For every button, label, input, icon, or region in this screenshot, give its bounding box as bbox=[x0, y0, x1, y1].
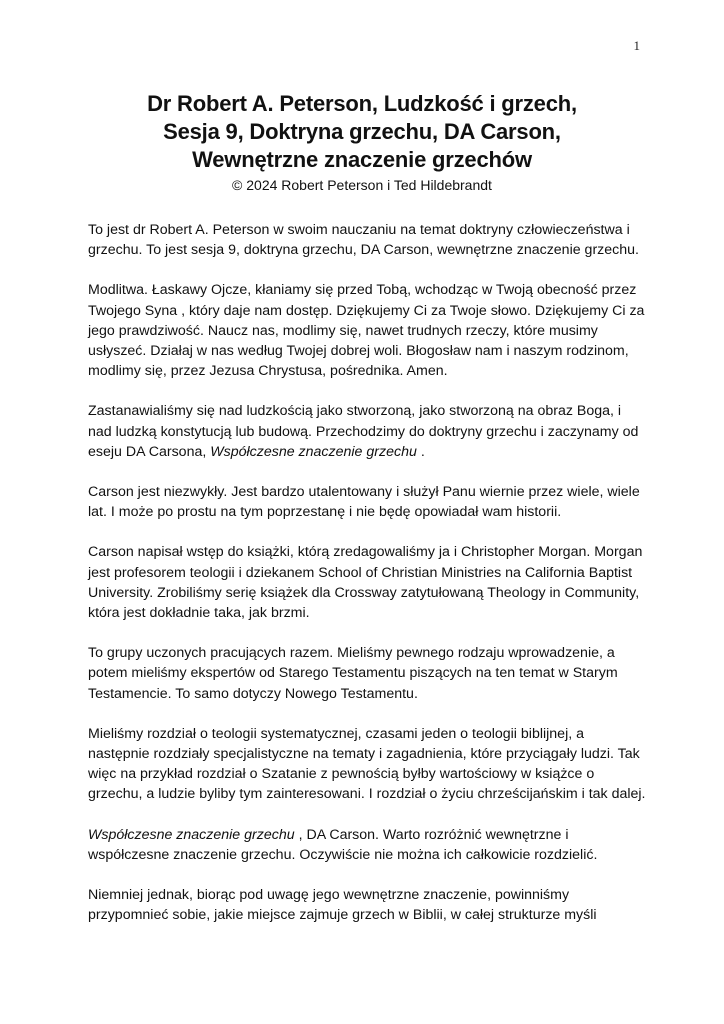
paragraph-scholars: To grupy uczonych pracujących razem. Mieliśmy pewnego rodzaju wprowadzenie, a potem mieliśmy ekspertów od Starego Testamentu piszących na ten temat w Starym Testamencie. To samo dotyczy Nowego Testamentu. bbox=[88, 645, 618, 702]
paragraph-transition-text: Zastanawialiśmy się nad ludzkością jako stworzoną, jako stworzoną na obraz Boga, i nad ludzką konstytucją lub budową. Przechodzimy do doktryny grzechu i zaczynamy od eseju DA Carsona, bbox=[88, 403, 639, 460]
page-number: 1 bbox=[633, 38, 640, 53]
title-line-3: Wewnętrzne znaczenie grzechów bbox=[192, 147, 532, 172]
paragraph-transition-end: . bbox=[416, 443, 425, 460]
title-line-1: Dr Robert A. Peterson, Ludzkość i grzech, bbox=[147, 91, 577, 116]
paragraph-transition bbox=[88, 401, 648, 462]
paragraph-significance bbox=[88, 825, 648, 865]
title-line-2: Sesja 9, Doktryna grzechu, DA Carson, bbox=[163, 119, 561, 144]
copyright-line: © 2024 Robert Peterson i Ted Hildebrandt bbox=[232, 177, 492, 193]
paragraph-carson: Carson jest niezwykły. Jest bardzo utalentowany i służył Panu wiernie przez wiele, wiele lat. I może po prostu na tym poprzestanę i nie będę opowiadał wam historii. bbox=[88, 484, 640, 521]
paragraph-prayer: Modlitwa. Łaskawy Ojcze, kłaniamy się przed Tobą, wchodząc w Twoją obecność przez Twojego Syna , który daje nam dostęp. Dziękujemy Ci za Twoje słowo. Dziękujemy Ci za jego prawdziwość. Naucz nas, modlimy się, nawet trudnych rzeczy, które musimy usłyszeć. Działaj w nas według Twojej dobrej woli. Błogosław nam i naszym rodzinom, modlimy się, przez Jezusa Chrystusa, pośrednika. Amen. bbox=[88, 282, 645, 380]
document-body bbox=[88, 220, 648, 945]
essay-title-2: Współczesne znaczenie grzechu bbox=[88, 826, 295, 843]
paragraph-significance-text: , DA Carson. Warto rozróżnić wewnętrzne i współczesne znaczenie grzechu. Oczywiście nie można ich całkowicie rozdzielić. bbox=[88, 826, 598, 863]
document-header bbox=[0, 90, 724, 194]
paragraph-intro: To jest dr Robert A. Peterson w swoim nauczaniu na temat doktryny człowieczeństwa i grzechu. To jest sesja 9, doktryna grzechu, DA Carson, wewnętrzne znaczenie grzechu. bbox=[88, 222, 639, 259]
paragraph-intrinsic: Niemniej jednak, biorąc pod uwagę jego wewnętrzne znaczenie, powinniśmy przypomnieć sobie, jakie miejsce zajmuje grzech w Biblii, w całej strukturze myśli bbox=[88, 887, 597, 924]
paragraph-chapters: Mieliśmy rozdział o teologii systematycznej, czasami jeden o teologii biblijnej, a następnie rozdziały specjalistyczne na tematy i zagadnienia, które przyciągały ludzi. Tak więc na przykład rozdział o Szatanie z pewnością byłby wartościowy w książce o grzechu, a ludzie byliby tym zainteresowani. I rozdział o życiu chrześcijańskim i tak dalej. bbox=[88, 725, 646, 803]
essay-title: Współczesne znaczenie grzechu bbox=[210, 443, 417, 460]
paragraph-book: Carson napisał wstęp do książki, którą zredagowaliśmy ja i Christopher Morgan. Morgan jest profesorem teologii i dziekanem School of Christian Ministries na California Baptist University. Zrobiliśmy serię książek dla Crossway zatytułowaną Theology in Community, która jest dokładnie taka, jak brzmi. bbox=[88, 544, 643, 622]
